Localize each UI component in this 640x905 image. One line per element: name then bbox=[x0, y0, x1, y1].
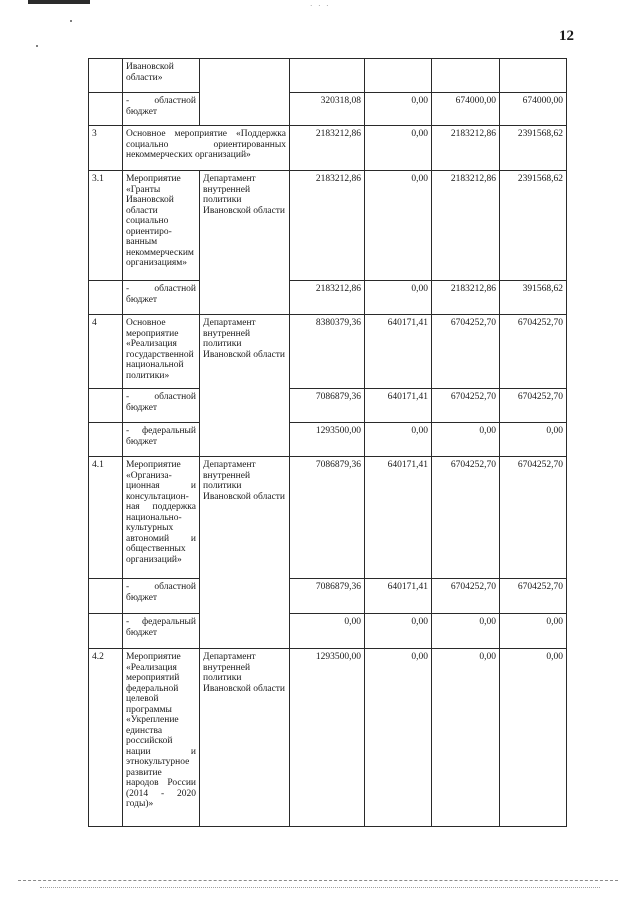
row-code: 3 bbox=[89, 126, 123, 171]
row-code bbox=[89, 281, 123, 315]
scan-bottom-artifact bbox=[18, 880, 618, 881]
row-value bbox=[500, 59, 567, 93]
row-value: 320318,08 bbox=[290, 93, 365, 126]
row-value: 0,00 bbox=[365, 649, 432, 827]
row-executor: Департамент внутренней политики Ивановской области bbox=[200, 315, 290, 457]
table-row bbox=[89, 59, 567, 93]
row-value: 6704252,70 bbox=[432, 579, 500, 614]
row-value: 0,00 bbox=[432, 649, 500, 827]
row-name: - областной бюджет bbox=[123, 93, 200, 126]
row-value: 0,00 bbox=[365, 423, 432, 457]
row-value: 2183212,86 bbox=[290, 126, 365, 171]
row-value bbox=[290, 59, 365, 93]
table-row bbox=[89, 126, 567, 171]
table-row bbox=[89, 171, 567, 281]
table-row bbox=[89, 315, 567, 389]
row-value: 0,00 bbox=[365, 93, 432, 126]
row-value: 0,00 bbox=[365, 171, 432, 281]
row-executor: Департамент внутренней политики Ивановской области bbox=[200, 171, 290, 315]
row-code: 3.1 bbox=[89, 171, 123, 281]
scan-top-marks: · · · bbox=[310, 2, 331, 10]
table-row bbox=[89, 649, 567, 827]
scan-speck bbox=[70, 20, 72, 22]
scan-edge-mark bbox=[28, 0, 90, 4]
table-row bbox=[89, 93, 567, 126]
row-value: 1293500,00 bbox=[290, 649, 365, 827]
row-code bbox=[89, 93, 123, 126]
row-value: 0,00 bbox=[365, 126, 432, 171]
row-value: 0,00 bbox=[365, 281, 432, 315]
row-value: 6704252,70 bbox=[500, 457, 567, 579]
row-name: - областной бюджет bbox=[123, 281, 200, 315]
table-row bbox=[89, 389, 567, 423]
row-value: 6704252,70 bbox=[432, 389, 500, 423]
table-row bbox=[89, 579, 567, 614]
row-value: 0,00 bbox=[432, 614, 500, 649]
row-name: - федеральный бюджет bbox=[123, 423, 200, 457]
table-row bbox=[89, 423, 567, 457]
table-row bbox=[89, 614, 567, 649]
row-name: Мероприятие «Гранты Ивановской области социально ориентиро-ванным некоммерческим организациям» bbox=[123, 171, 200, 281]
row-code: 4.1 bbox=[89, 457, 123, 579]
row-value: 0,00 bbox=[500, 614, 567, 649]
scan-bottom-artifact bbox=[40, 887, 600, 888]
row-name: - областной бюджет bbox=[123, 579, 200, 614]
row-value: 0,00 bbox=[290, 614, 365, 649]
row-code bbox=[89, 59, 123, 93]
row-value: 674000,00 bbox=[432, 93, 500, 126]
row-value: 0,00 bbox=[500, 649, 567, 827]
row-name: - областной бюджет bbox=[123, 389, 200, 423]
row-executor: Департамент внутренней политики Ивановской области bbox=[200, 649, 290, 827]
row-value: 2391568,62 bbox=[500, 171, 567, 281]
row-name: Основное мероприятие «Поддержка социально ориентированных некоммерческих организаций» bbox=[123, 126, 290, 171]
page-number: 12 bbox=[559, 28, 574, 44]
row-value: 2183212,86 bbox=[432, 126, 500, 171]
row-value: 640171,41 bbox=[365, 579, 432, 614]
table-row bbox=[89, 281, 567, 315]
row-value: 640171,41 bbox=[365, 315, 432, 389]
row-code bbox=[89, 579, 123, 614]
row-value bbox=[432, 59, 500, 93]
row-value: 6704252,70 bbox=[432, 457, 500, 579]
row-value: 2183212,86 bbox=[432, 171, 500, 281]
row-name: Мероприятие «Реализация мероприятий федеральной целевой программы «Укрепление единства российской нации и этнокультурное развитие народов России (2014 - 2020 годы)» bbox=[123, 649, 200, 827]
budget-table bbox=[88, 58, 567, 827]
table-row bbox=[89, 457, 567, 579]
row-value: 640171,41 bbox=[365, 457, 432, 579]
row-value: 674000,00 bbox=[500, 93, 567, 126]
row-value: 0,00 bbox=[500, 423, 567, 457]
row-value: 391568,62 bbox=[500, 281, 567, 315]
row-code: 4.2 bbox=[89, 649, 123, 827]
row-value: 640171,41 bbox=[365, 389, 432, 423]
row-name: Мероприятие «Организа-ционная и консультацион-ная поддержка национально-культурных автономий и общественных организаций» bbox=[123, 457, 200, 579]
row-code bbox=[89, 614, 123, 649]
row-value: 0,00 bbox=[432, 423, 500, 457]
row-name: - федеральный бюджет bbox=[123, 614, 200, 649]
row-value: 2183212,86 bbox=[290, 171, 365, 281]
row-value: 6704252,70 bbox=[432, 315, 500, 389]
row-value: 7086879,36 bbox=[290, 579, 365, 614]
row-value: 2183212,86 bbox=[290, 281, 365, 315]
row-value: 2183212,86 bbox=[432, 281, 500, 315]
row-code: 4 bbox=[89, 315, 123, 389]
row-code bbox=[89, 423, 123, 457]
scan-speck bbox=[36, 45, 38, 47]
row-value: 6704252,70 bbox=[500, 579, 567, 614]
row-value: 2391568,62 bbox=[500, 126, 567, 171]
row-name: Ивановской области» bbox=[123, 59, 200, 93]
row-value: 0,00 bbox=[365, 614, 432, 649]
row-executor: Департамент внутренней политики Ивановской области bbox=[200, 457, 290, 649]
row-value: 7086879,36 bbox=[290, 389, 365, 423]
row-executor bbox=[200, 59, 290, 126]
row-value bbox=[365, 59, 432, 93]
row-value: 6704252,70 bbox=[500, 389, 567, 423]
row-code bbox=[89, 389, 123, 423]
row-name: Основное мероприятие «Реализация государственной национальной политики» bbox=[123, 315, 200, 389]
row-value: 1293500,00 bbox=[290, 423, 365, 457]
row-value: 6704252,70 bbox=[500, 315, 567, 389]
row-value: 7086879,36 bbox=[290, 457, 365, 579]
row-value: 8380379,36 bbox=[290, 315, 365, 389]
